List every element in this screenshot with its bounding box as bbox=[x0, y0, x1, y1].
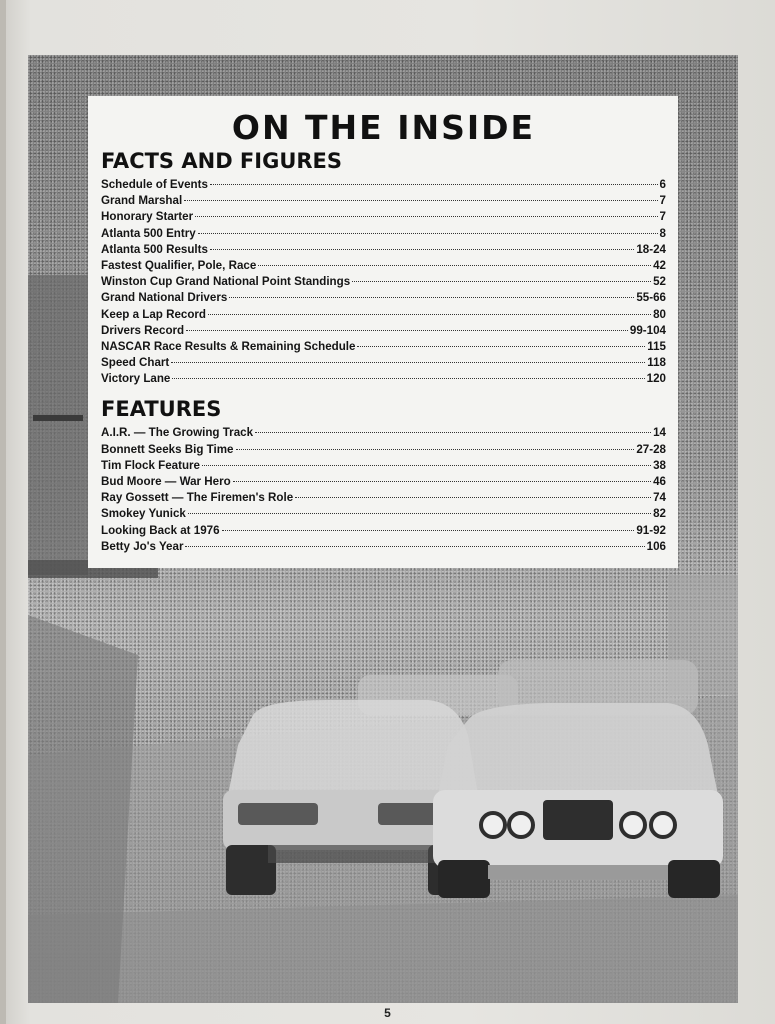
toc-entry-page: 115 bbox=[647, 339, 666, 353]
toc-entry-page: 99-104 bbox=[629, 323, 666, 337]
toc-entry[interactable] bbox=[101, 193, 666, 209]
toc-entry[interactable] bbox=[101, 339, 666, 355]
toc-entry-label: Atlanta 500 Results bbox=[101, 242, 208, 256]
leader-dots bbox=[236, 449, 635, 450]
toc-entry-page: 7 bbox=[659, 210, 666, 224]
leader-dots bbox=[208, 314, 651, 315]
leader-dots bbox=[188, 513, 651, 514]
leader-dots bbox=[202, 465, 651, 466]
toc-entry-page: 42 bbox=[653, 258, 666, 272]
toc-entry[interactable] bbox=[101, 307, 666, 323]
leader-dots bbox=[198, 233, 658, 234]
toc-entry-page: 118 bbox=[647, 356, 666, 370]
toc-entry-page: 7 bbox=[659, 194, 666, 208]
toc-entry-page: 27-28 bbox=[636, 442, 666, 456]
leader-dots bbox=[210, 184, 658, 185]
toc-entry[interactable] bbox=[101, 474, 666, 490]
leader-dots bbox=[352, 281, 651, 282]
leader-dots bbox=[172, 378, 644, 379]
section-heading: FEATURES bbox=[101, 397, 222, 422]
toc-entry-page: 46 bbox=[653, 475, 666, 488]
toc-entry-label: Drivers Record bbox=[101, 323, 185, 337]
page-binding-edge bbox=[0, 0, 6, 1024]
leader-dots bbox=[229, 297, 634, 298]
leader-dots bbox=[184, 200, 657, 201]
toc-entry[interactable] bbox=[101, 355, 666, 371]
leader-dots bbox=[295, 497, 651, 498]
leader-dots bbox=[258, 265, 651, 266]
toc-entry-page: 18-24 bbox=[636, 242, 666, 256]
toc-entry-label: Betty Jo's Year bbox=[101, 539, 184, 553]
race-car-right bbox=[433, 703, 723, 898]
page-title: ON THE INSIDE bbox=[231, 108, 536, 147]
toc-entry-page: 82 bbox=[653, 507, 666, 521]
toc-entry-label: Atlanta 500 Entry bbox=[101, 226, 196, 240]
toc-entry-page: 74 bbox=[653, 491, 666, 505]
toc-entry-label: Bud Moore — War Hero bbox=[101, 475, 231, 488]
toc-entry-label: A.I.R. — The Growing Track bbox=[101, 426, 254, 440]
toc-entry-label: Bonnett Seeks Big Time bbox=[101, 442, 234, 456]
toc-entry-page: 8 bbox=[659, 226, 666, 240]
toc-entry-label: Ray Gossett — The Firemen's Role bbox=[101, 491, 294, 505]
toc-entry-page: 6 bbox=[659, 178, 666, 191]
toc-entry-page: 38 bbox=[653, 458, 666, 472]
toc-entry-page: 120 bbox=[646, 372, 666, 386]
toc-entry[interactable] bbox=[101, 226, 666, 242]
toc-entry-label: Honorary Starter bbox=[101, 210, 194, 224]
toc-entry-label: Grand Marshal bbox=[101, 194, 183, 208]
toc-entry-page: 14 bbox=[653, 426, 666, 440]
leader-dots bbox=[233, 481, 651, 482]
toc-entry[interactable] bbox=[101, 290, 666, 306]
toc-entry[interactable] bbox=[101, 209, 666, 225]
toc-entry[interactable] bbox=[101, 490, 666, 506]
toc-entry[interactable] bbox=[101, 323, 666, 339]
toc-entry-label: Smokey Yunick bbox=[101, 507, 186, 521]
toc-entry[interactable] bbox=[101, 539, 666, 555]
toc-entry-label: Speed Chart bbox=[101, 356, 170, 370]
leader-dots bbox=[255, 432, 651, 433]
leader-dots bbox=[357, 346, 645, 347]
toc-entry[interactable] bbox=[101, 506, 666, 522]
toc-entry[interactable] bbox=[101, 177, 666, 193]
leader-dots bbox=[210, 249, 634, 250]
toc-entry-label: Fastest Qualifier, Pole, Race bbox=[101, 258, 257, 272]
leader-dots bbox=[186, 330, 628, 331]
toc-entry-page: 91-92 bbox=[636, 523, 666, 537]
toc-entry-label: Keep a Lap Record bbox=[101, 307, 207, 321]
toc-entry-label: Schedule of Events bbox=[101, 178, 208, 191]
table-of-contents bbox=[88, 96, 678, 568]
toc-entry-page: 52 bbox=[653, 275, 666, 289]
toc-entry-label: NASCAR Race Results & Remaining Schedule bbox=[101, 339, 356, 353]
toc-entry-label: Looking Back at 1976 bbox=[101, 523, 220, 537]
leader-dots bbox=[195, 216, 657, 217]
toc-entry-label: Tim Flock Feature bbox=[101, 458, 201, 472]
toc-entry[interactable] bbox=[101, 523, 666, 539]
toc-section-features bbox=[101, 397, 666, 555]
section-heading: FACTS AND FIGURES bbox=[101, 149, 343, 173]
toc-entry-page: 55-66 bbox=[636, 291, 666, 305]
leader-dots bbox=[185, 546, 644, 547]
toc-entry-label: Victory Lane bbox=[101, 372, 171, 386]
toc-entry[interactable] bbox=[101, 425, 666, 441]
toc-entry[interactable] bbox=[101, 458, 666, 474]
toc-section-facts bbox=[101, 149, 666, 387]
toc-entry[interactable] bbox=[101, 442, 666, 458]
toc-entry-label: Grand National Drivers bbox=[101, 291, 228, 305]
toc-entry[interactable] bbox=[101, 258, 666, 274]
leader-dots bbox=[171, 362, 645, 363]
leader-dots bbox=[222, 530, 635, 531]
toc-entry[interactable] bbox=[101, 242, 666, 258]
toc-entry[interactable] bbox=[101, 274, 666, 290]
toc-entry[interactable] bbox=[101, 371, 666, 387]
toc-entry-label: Winston Cup Grand National Point Standings bbox=[101, 275, 351, 289]
page-number: 5 bbox=[384, 1006, 391, 1020]
toc-entry-page: 80 bbox=[653, 307, 666, 321]
toc-entry-page: 106 bbox=[646, 539, 666, 553]
